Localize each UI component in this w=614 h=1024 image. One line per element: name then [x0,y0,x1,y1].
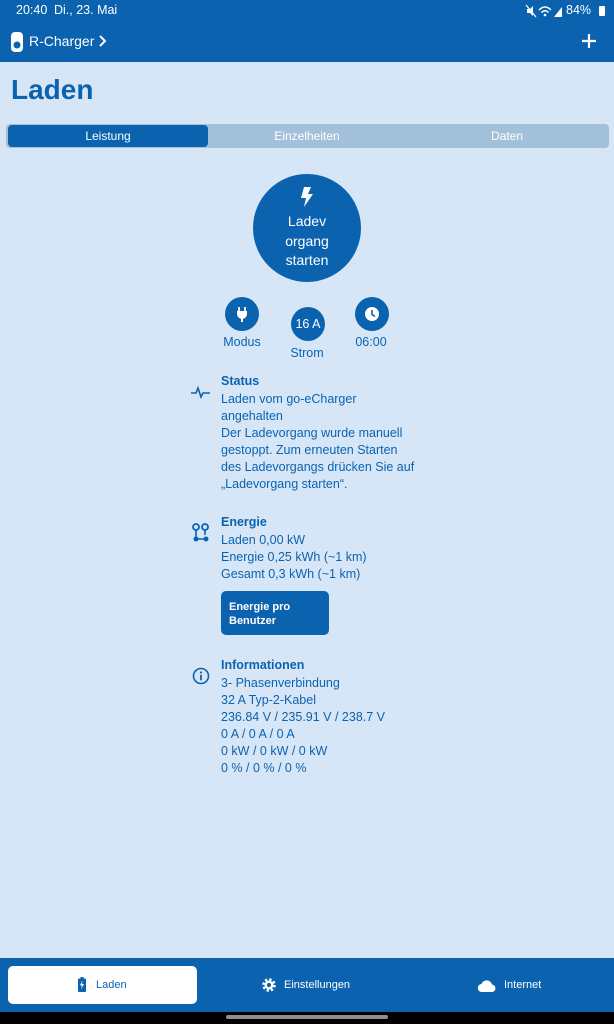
start-label-line: starten [285,252,329,268]
status-line: angehalten [221,409,283,423]
energy-nodes-icon [190,522,212,544]
status-time: 20:40 [16,3,48,17]
energy-per-user-button[interactable] [221,591,329,635]
plug-icon [234,306,250,322]
current-button[interactable]: 16 A [291,307,325,341]
plus-icon[interactable] [578,30,600,52]
status-line: Laden vom go-eCharger [221,392,357,406]
home-indicator[interactable] [226,1015,388,1019]
device-name: R-Charger [29,33,95,49]
nav-laden[interactable] [8,966,197,1004]
mode-label: Modus [223,335,261,349]
page-title: Laden [11,74,94,105]
info-line: 236.84 V / 235.91 V / 238.7 V [221,710,386,724]
gear-icon [260,976,278,994]
device-selector[interactable] [10,29,110,55]
tab-einzelheiten[interactable]: Einzelheiten [274,129,340,143]
info-line: 0 % / 0 % / 0 % [221,761,307,775]
status-line: „Ladevorgang starten“. [221,477,348,491]
status-line: gestoppt. Zum erneuten Starten [221,443,398,457]
nav-internet-label: Internet [504,979,542,991]
info-icon [190,665,212,687]
tab-daten[interactable]: Daten [490,129,524,143]
start-charging-label [261,212,353,271]
system-navigation-bar [0,1012,614,1024]
battery-charging-icon [78,977,86,992]
info-line: 32 A Typ-2-Kabel [221,693,316,707]
bottom-navigation [0,958,614,1012]
battery-icon [599,6,605,16]
status-line: des Ladevorgangs drücken Sie auf [221,460,415,474]
status-line: Der Ladevorgang wurde manuell [221,426,403,440]
energy-per-user-label: Energie pro [229,601,291,613]
tab-bar [6,124,609,148]
nav-internet[interactable] [412,966,606,1004]
info-line: 0 A / 0 A / 0 A [221,727,295,741]
energy-line: Energie 0,25 kWh (~1 km) [221,550,367,564]
timer-button[interactable] [355,297,389,331]
cloud-icon [477,979,497,992]
charger-device-icon [10,31,24,53]
energy-per-user-label: Benutzer [229,615,277,627]
start-label-line: organg [285,232,329,249]
timer-label: 06:00 [355,335,387,349]
energy-header: Energie [221,515,267,529]
pulse-icon [190,381,212,403]
current-label: Strom [290,346,324,360]
energy-line: Gesamt 0,3 kWh (~1 km) [221,567,361,581]
system-status-bar [0,0,614,22]
tab-leistung[interactable]: Leistung [8,125,208,147]
info-line: 0 kW / 0 kW / 0 kW [221,744,328,758]
start-label-line: Ladev [287,213,327,229]
nav-einstellungen-label: Einstellungen [284,979,351,991]
battery-percentage: 84% [566,3,592,17]
app-bar [0,22,614,62]
lightning-icon [300,187,314,207]
energy-line: Laden 0,00 kW [221,533,306,547]
start-charging-button[interactable] [253,174,361,282]
status-date: Di., 23. Mai [54,3,118,17]
nav-laden-label: Laden [96,979,127,991]
status-header: Status [221,374,260,388]
info-line: 3- Phasenverbindung [221,676,340,690]
nav-einstellungen[interactable] [205,966,405,1004]
chevron-right-icon [98,35,106,47]
clock-icon [364,306,380,322]
mode-button[interactable] [225,297,259,331]
info-header: Informationen [221,658,305,672]
system-icons [524,2,564,20]
